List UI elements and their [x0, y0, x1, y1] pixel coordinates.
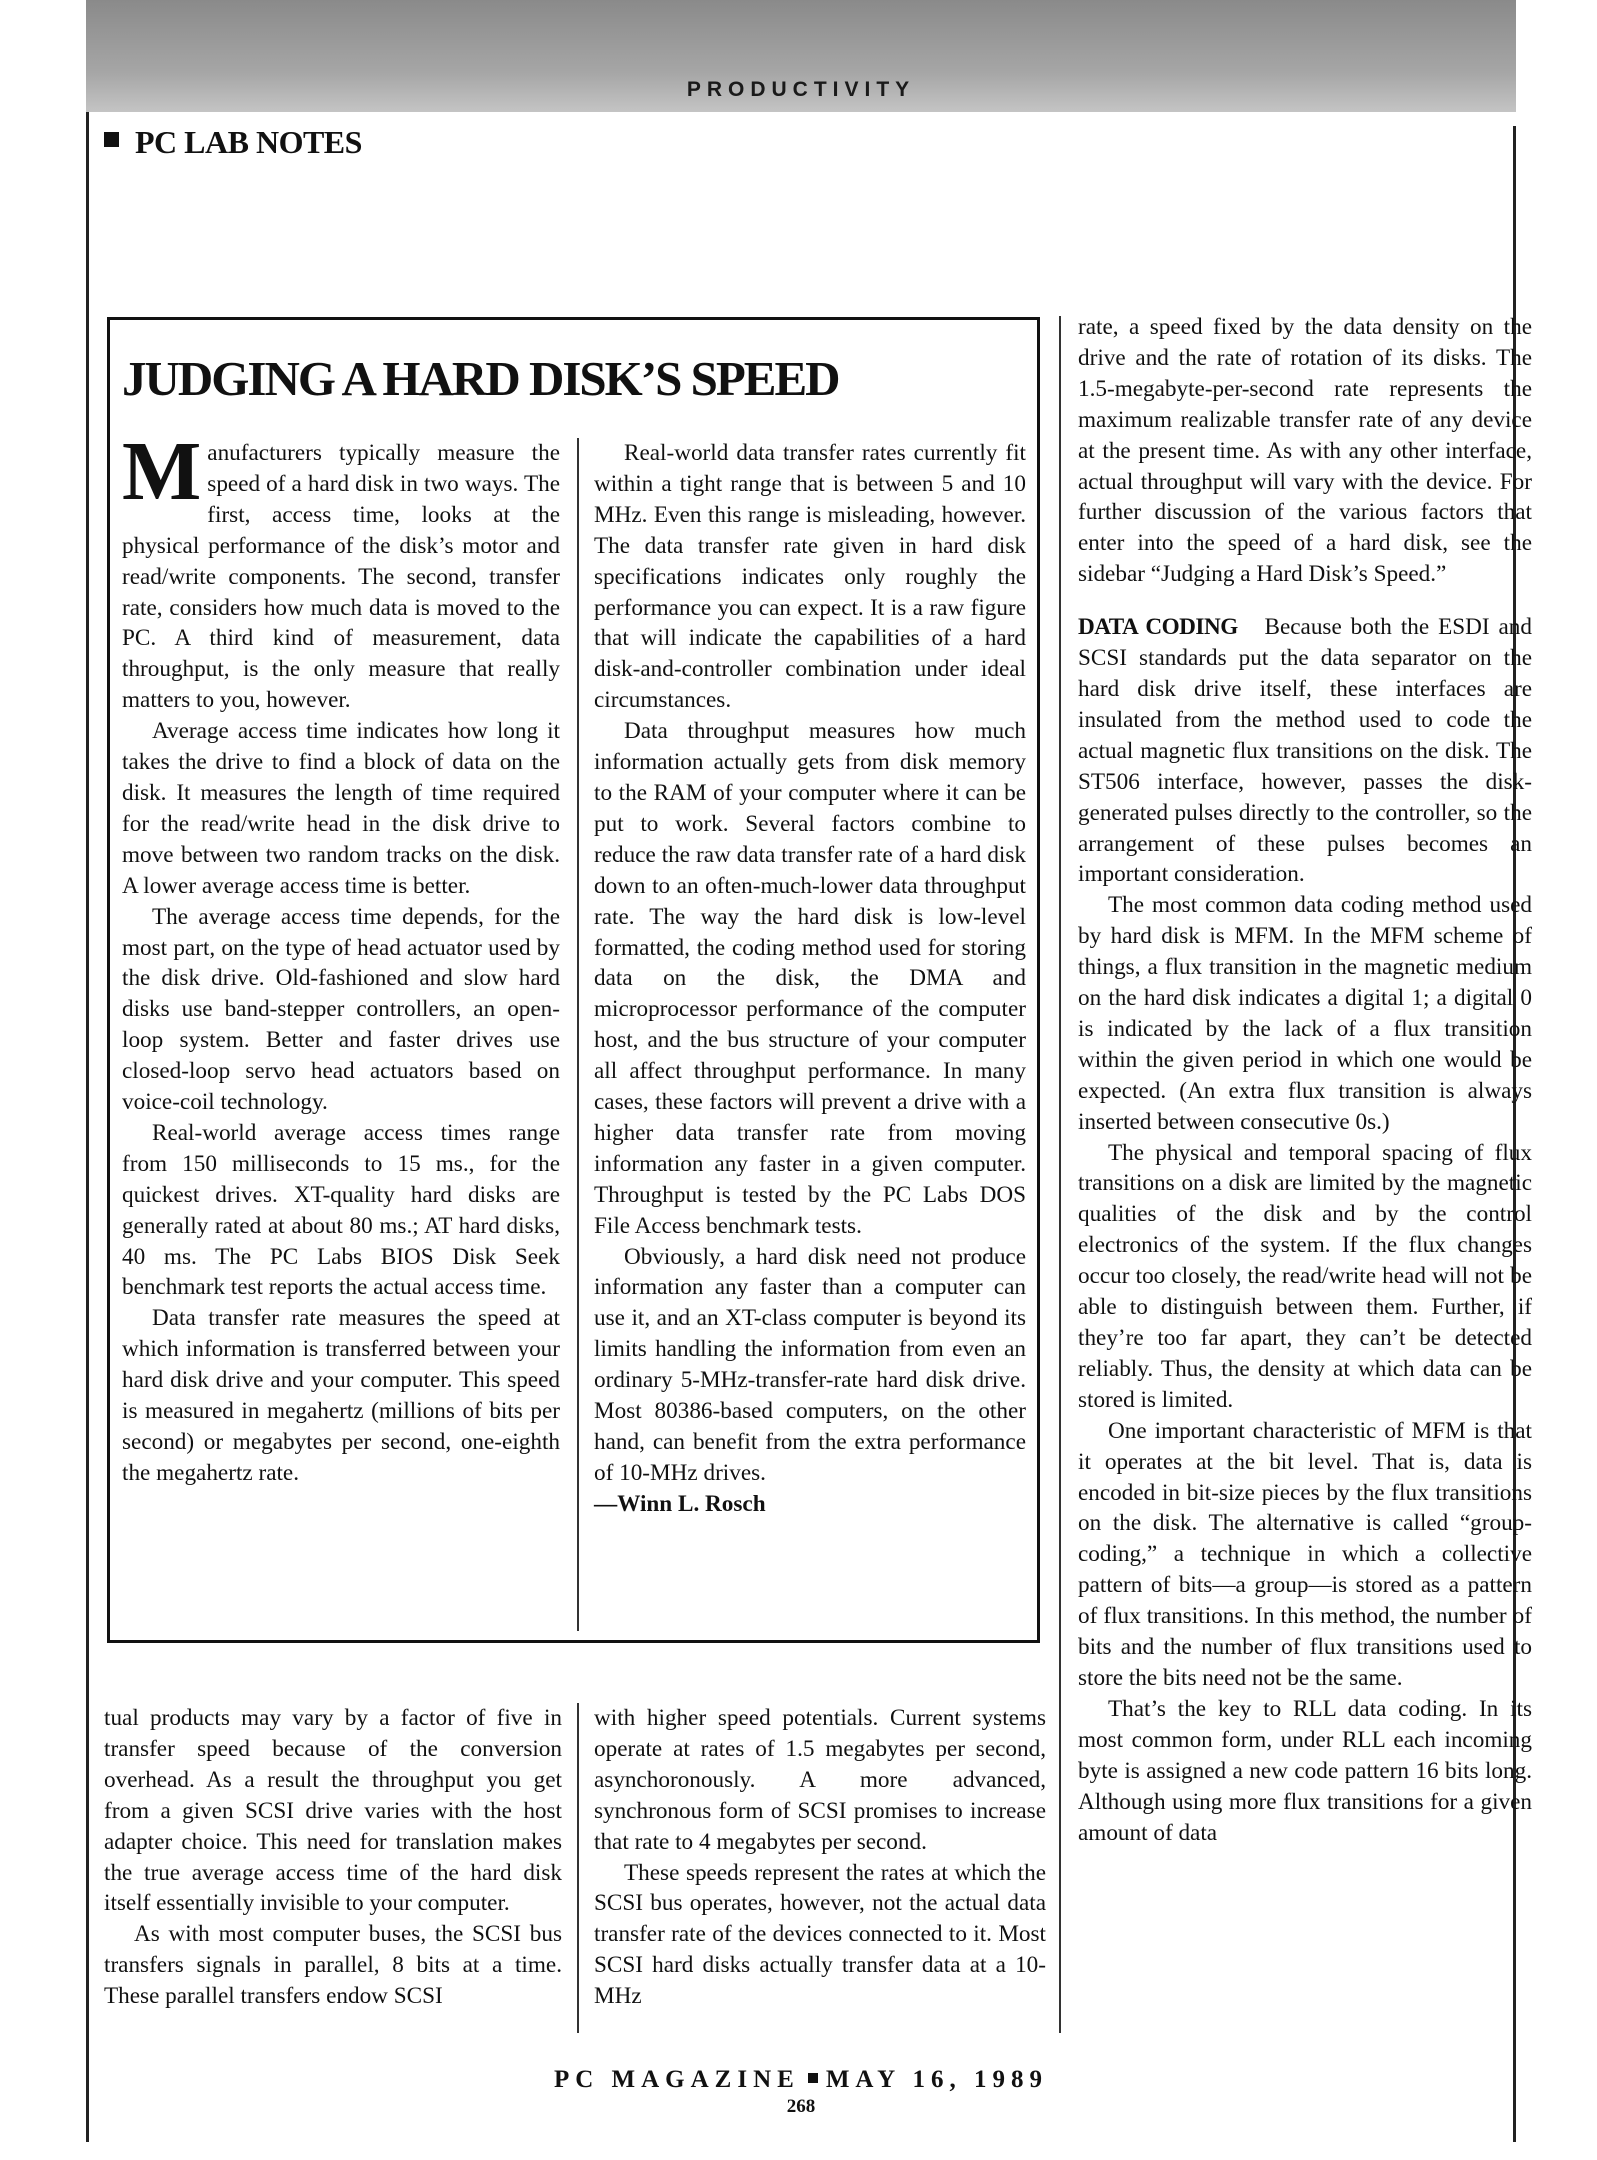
- paragraph: rate, a speed fixed by the data density on the drive and the rate of rotation of its disks. The 1.5-megabyte-per-second rate represents the maximum realizable transfer rate of any device at the present time. As with any other interface, actual throughput will vary with the device. For further discussion of the various factors that enter into the speed of a hard disk, see the sidebar “Judging a Hard Disk’s Speed.”: [1078, 314, 1532, 588]
- paragraph: Real-world average access times range from 150 milliseconds to 15 ms., for the quickest drives. XT-quality hard disks are generally rated at about 80 ms.; AT hard disks, 40 ms. The PC Labs BIOS Disk Seek benchmark test reports the actual access time.: [122, 1119, 560, 1301]
- sidebar-column-1: [122, 425, 560, 1489]
- paragraph: Data transfer rate measures the speed at which information is transferred between your hard disk drive and your computer. This speed is measured in megahertz (millions of bits per second) or megabytes per second, one-eighth the megahertz rate.: [122, 1305, 560, 1486]
- byline: —Winn L. Rosch: [594, 1490, 766, 1517]
- paragraph: These speeds represent the rates at which the SCSI bus operates, however, not the actual data transfer rate of the devices connected to it. Most SCSI hard disks actually transfer data at a 10-MHz: [594, 1859, 1046, 2010]
- section-label: PRODUCTIVITY: [686, 78, 916, 101]
- subhead: DATA CODING: [1078, 614, 1238, 641]
- paragraph: tual products may vary by a factor of five in transfer speed because of the conversion overhead. As a result the throughput you get from a given SCSI drive varies with the host adapter choice. This need for translation makes the true average access time of the hard disk itself essentially invisible to your computer.: [104, 1705, 562, 1917]
- article-column-2: [594, 1703, 1046, 2012]
- issue-date: MAY 16, 1989: [825, 2066, 1049, 2093]
- paragraph: with higher speed potentials. Current systems operate at rates of 1.5 megabytes per second, asynchoronously. A more advanced, synchronous form of SCSI promises to increase that rate to 4 megabytes per second.: [594, 1705, 1046, 1855]
- department-title: [104, 124, 362, 161]
- paragraph: As with most computer buses, the SCSI bus transfers signals in parallel, 8 bits at a time. These parallel transfers endow SCSI: [104, 1921, 562, 2010]
- paragraph: Real-world data transfer rates currently fit within a tight range that is between 5 and 10 MHz. Even this range is misleading, however. The data transfer rate given in hard disk specifications indicates only roughly the performance you can expect. It is a raw figure that will indicate the capabilities of a hard disk-and-controller combination under ideal circumstances.: [594, 440, 1026, 714]
- left-rule: [86, 112, 89, 2142]
- department-label: PC LAB NOTES: [135, 124, 362, 160]
- square-bullet-icon: [104, 132, 119, 147]
- page-number: 268: [786, 2096, 816, 2117]
- subhead-paragraph: DATA CODING Because both the ESDI and SCSI standards put the data separator on the hard disk drive itself, these interfaces are insulated from the method used to code the actual magnetic flux transitions on the disk. The ST506 interface, however, passes the disk-generated pulses directly to the controller, so the arrangement of these pulses becomes an important consideration.: [1078, 614, 1532, 888]
- sidebar-column-divider: [577, 438, 579, 1631]
- paragraph: Obviously, a hard disk need not produce information any faster than a computer can use it, and an XT-class computer is beyond its limits handling the information from even an ordinary 5-MHz-transfer-rate hard disk drive. Most 80386-based computers, on the other hand, can benefit from the extra performance of 10-MHz drives.: [594, 1243, 1026, 1486]
- paragraph: That’s the key to RLL data coding. In its most common form, under RLL each incoming byte is assigned a new code pattern 16 bits long. Although using more flux transitions for a given amount of data: [1078, 1695, 1532, 1846]
- sidebar-title: JUDGING A HARD DISK’S SPEED: [122, 351, 839, 406]
- magazine-name: PC MAGAZINE: [553, 2066, 800, 2093]
- paragraph: One important characteristic of MFM is that it operates at the bit level. That is, data is encoded in bit-size pieces by the flux transitions on the disk. The alternative is called “group-coding,” a technique in which a collective pattern of bits—a group—is stored as a pattern of flux transitions. In this method, the number of bits and the number of flux transitions used to store the bits need not be the same.: [1078, 1417, 1532, 1691]
- column-divider: [577, 1703, 579, 2033]
- drop-cap: M: [122, 425, 202, 518]
- paragraph: Data throughput measures how much information actually gets from disk memory to the RAM of your computer where it can be put to work. Several factors combine to reduce the raw data transfer rate of a hard disk down to an often-much-lower data throughput rate. The way the hard disk is low-level formatted, the coding method used for storing data on the disk, the DMA and microprocessor performance of the computer host, and the bus structure of your computer all affect throughput performance. In many cases, these factors will prevent a drive with a higher data transfer rate from moving information any faster in a given computer. Throughput is tested by the PC Labs DOS File Access benchmark tests.: [594, 718, 1026, 1239]
- square-separator-icon: [808, 2073, 818, 2083]
- paragraph: Manufacturers typically measure the speed of a hard disk in two ways. The first, access time, looks at the physical performance of the disk’s motor and read/write components. The second, transfer rate, considers how much data is moved to the PC. A third kind of measurement, data throughput, is the only measure that really matters to you, however.: [122, 425, 560, 714]
- paragraph: The physical and temporal spacing of flux transitions on a disk are limited by the magnetic qualities of the disk and by the control electronics of the system. If the flux changes occur too closely, the read/write head will not be able to distinguish between them. Further, if they’re too far apart, they can’t be detected reliably. Thus, the density at which data can be stored is limited.: [1078, 1139, 1532, 1413]
- paragraph: Average access time indicates how long it takes the drive to find a block of data on the disk. It measures the length of time required for the read/write head in the disk drive to move between two random tracks on the disk. A lower average access time is better.: [122, 718, 560, 899]
- article-column-3: [1078, 312, 1532, 1848]
- article-column-1: [104, 1703, 562, 2012]
- sidebar-column-2: [594, 438, 1026, 1520]
- paragraph: The average access time depends, for the most part, on the type of head actuator used by the disk drive. Old-fashioned and slow hard disks use band-stepper controllers, an open-loop system. Better and faster drives use closed-loop servo head actuators based on voice-coil technology.: [122, 903, 560, 1116]
- footer: [86, 2066, 1516, 2094]
- column-divider: [1059, 316, 1061, 2033]
- paragraph: The most common data coding method used by hard disk is MFM. In the MFM scheme of things, a flux transition in the magnetic medium on the hard disk indicates a digital 1; a digital 0 is indicated by the lack of a flux transition within the given period in which one would be expected. (An extra flux transition is always inserted between consecutive 0s.): [1078, 892, 1532, 1135]
